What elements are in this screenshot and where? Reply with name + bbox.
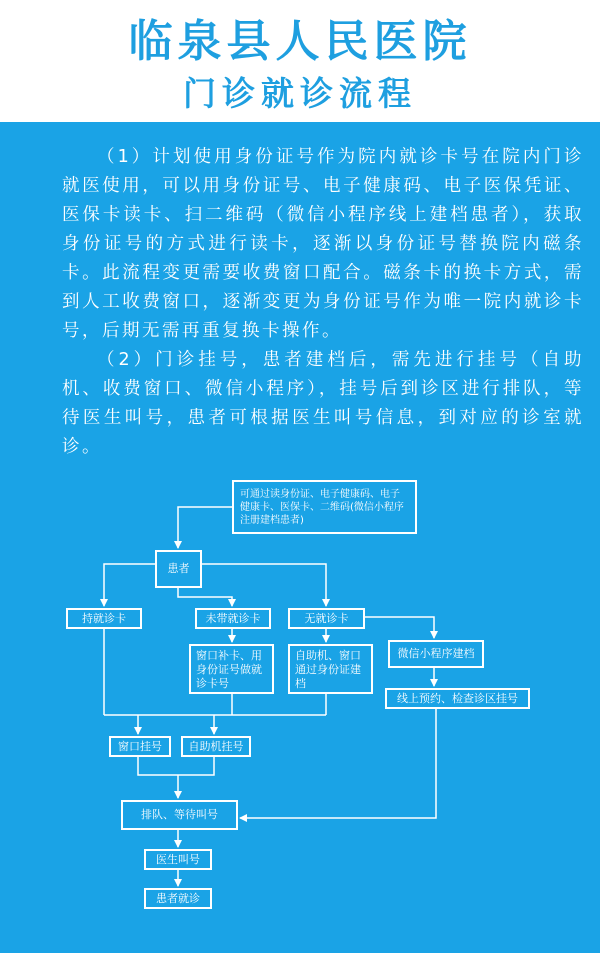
queue-box: 排队、等待叫号 [121,800,238,830]
flowchart [0,470,600,953]
connector-online-queue [240,708,436,818]
connector-patient-forgot [178,588,232,606]
paragraph-1: （1）计划使用身份证号作为院内就诊卡号在院内门诊就医使用，可以用身份证号、电子健康码、电子医保凭证、医保卡读卡、扫二维码（微信小程序线上建档患者），获取身份证号的方式进行读卡，逐渐以身份证号替换院内磁条卡。此流程变更需要收费窗口配合。磁条卡的换卡方式，需到人工收费窗口，逐渐变更为身份证号作为唯一院内就诊卡号，后期无需再重复换卡操作。 [62,147,584,341]
no-card-box: 无就诊卡 [288,608,365,629]
mini-program-box: 微信小程序建档 [388,640,484,668]
paragraph-2: （2）门诊挂号，患者建档后，需先进行挂号（自助机、收费窗口、微信小程序），挂号后到诊区进行排队，等待医生叫号，患者可根据医生叫号信息，到对应的诊室就诊。 [62,350,584,457]
note-box: 可通过读身份证、电子健康码、电子健康卡、医保卡、二维码(微信小程序注册建档患者) [232,480,417,534]
connector-patient-nocard [200,564,326,606]
forgot-card-box: 未带就诊卡 [195,608,271,629]
hospital-name: 临泉县人民医院 [128,16,472,67]
connector-registration-merge [138,756,214,775]
with-card-box: 持就诊卡 [66,608,142,629]
online-box: 线上预约、检查诊区挂号 [385,688,530,709]
flowchart-connectors [0,470,600,953]
header-banner [0,0,600,122]
description-text [62,143,584,462]
patient-box: 患者 [155,550,202,588]
window-registration-box: 窗口挂号 [109,736,171,757]
reissue-box: 窗口补卡、用身份证号做就诊卡号 [189,644,274,694]
connector-patient-withcard [104,564,155,606]
connector-note-patient [178,507,232,548]
doctor-call-box: 医生叫号 [144,849,212,870]
patient-visit-box: 患者就诊 [144,888,212,909]
self-register-box: 自助机、窗口通过身份证建档 [288,644,373,694]
kiosk-registration-box: 自助机挂号 [181,736,251,757]
connector-nocard-mini [365,617,434,638]
page-title: 门诊就诊流程 [183,74,417,113]
